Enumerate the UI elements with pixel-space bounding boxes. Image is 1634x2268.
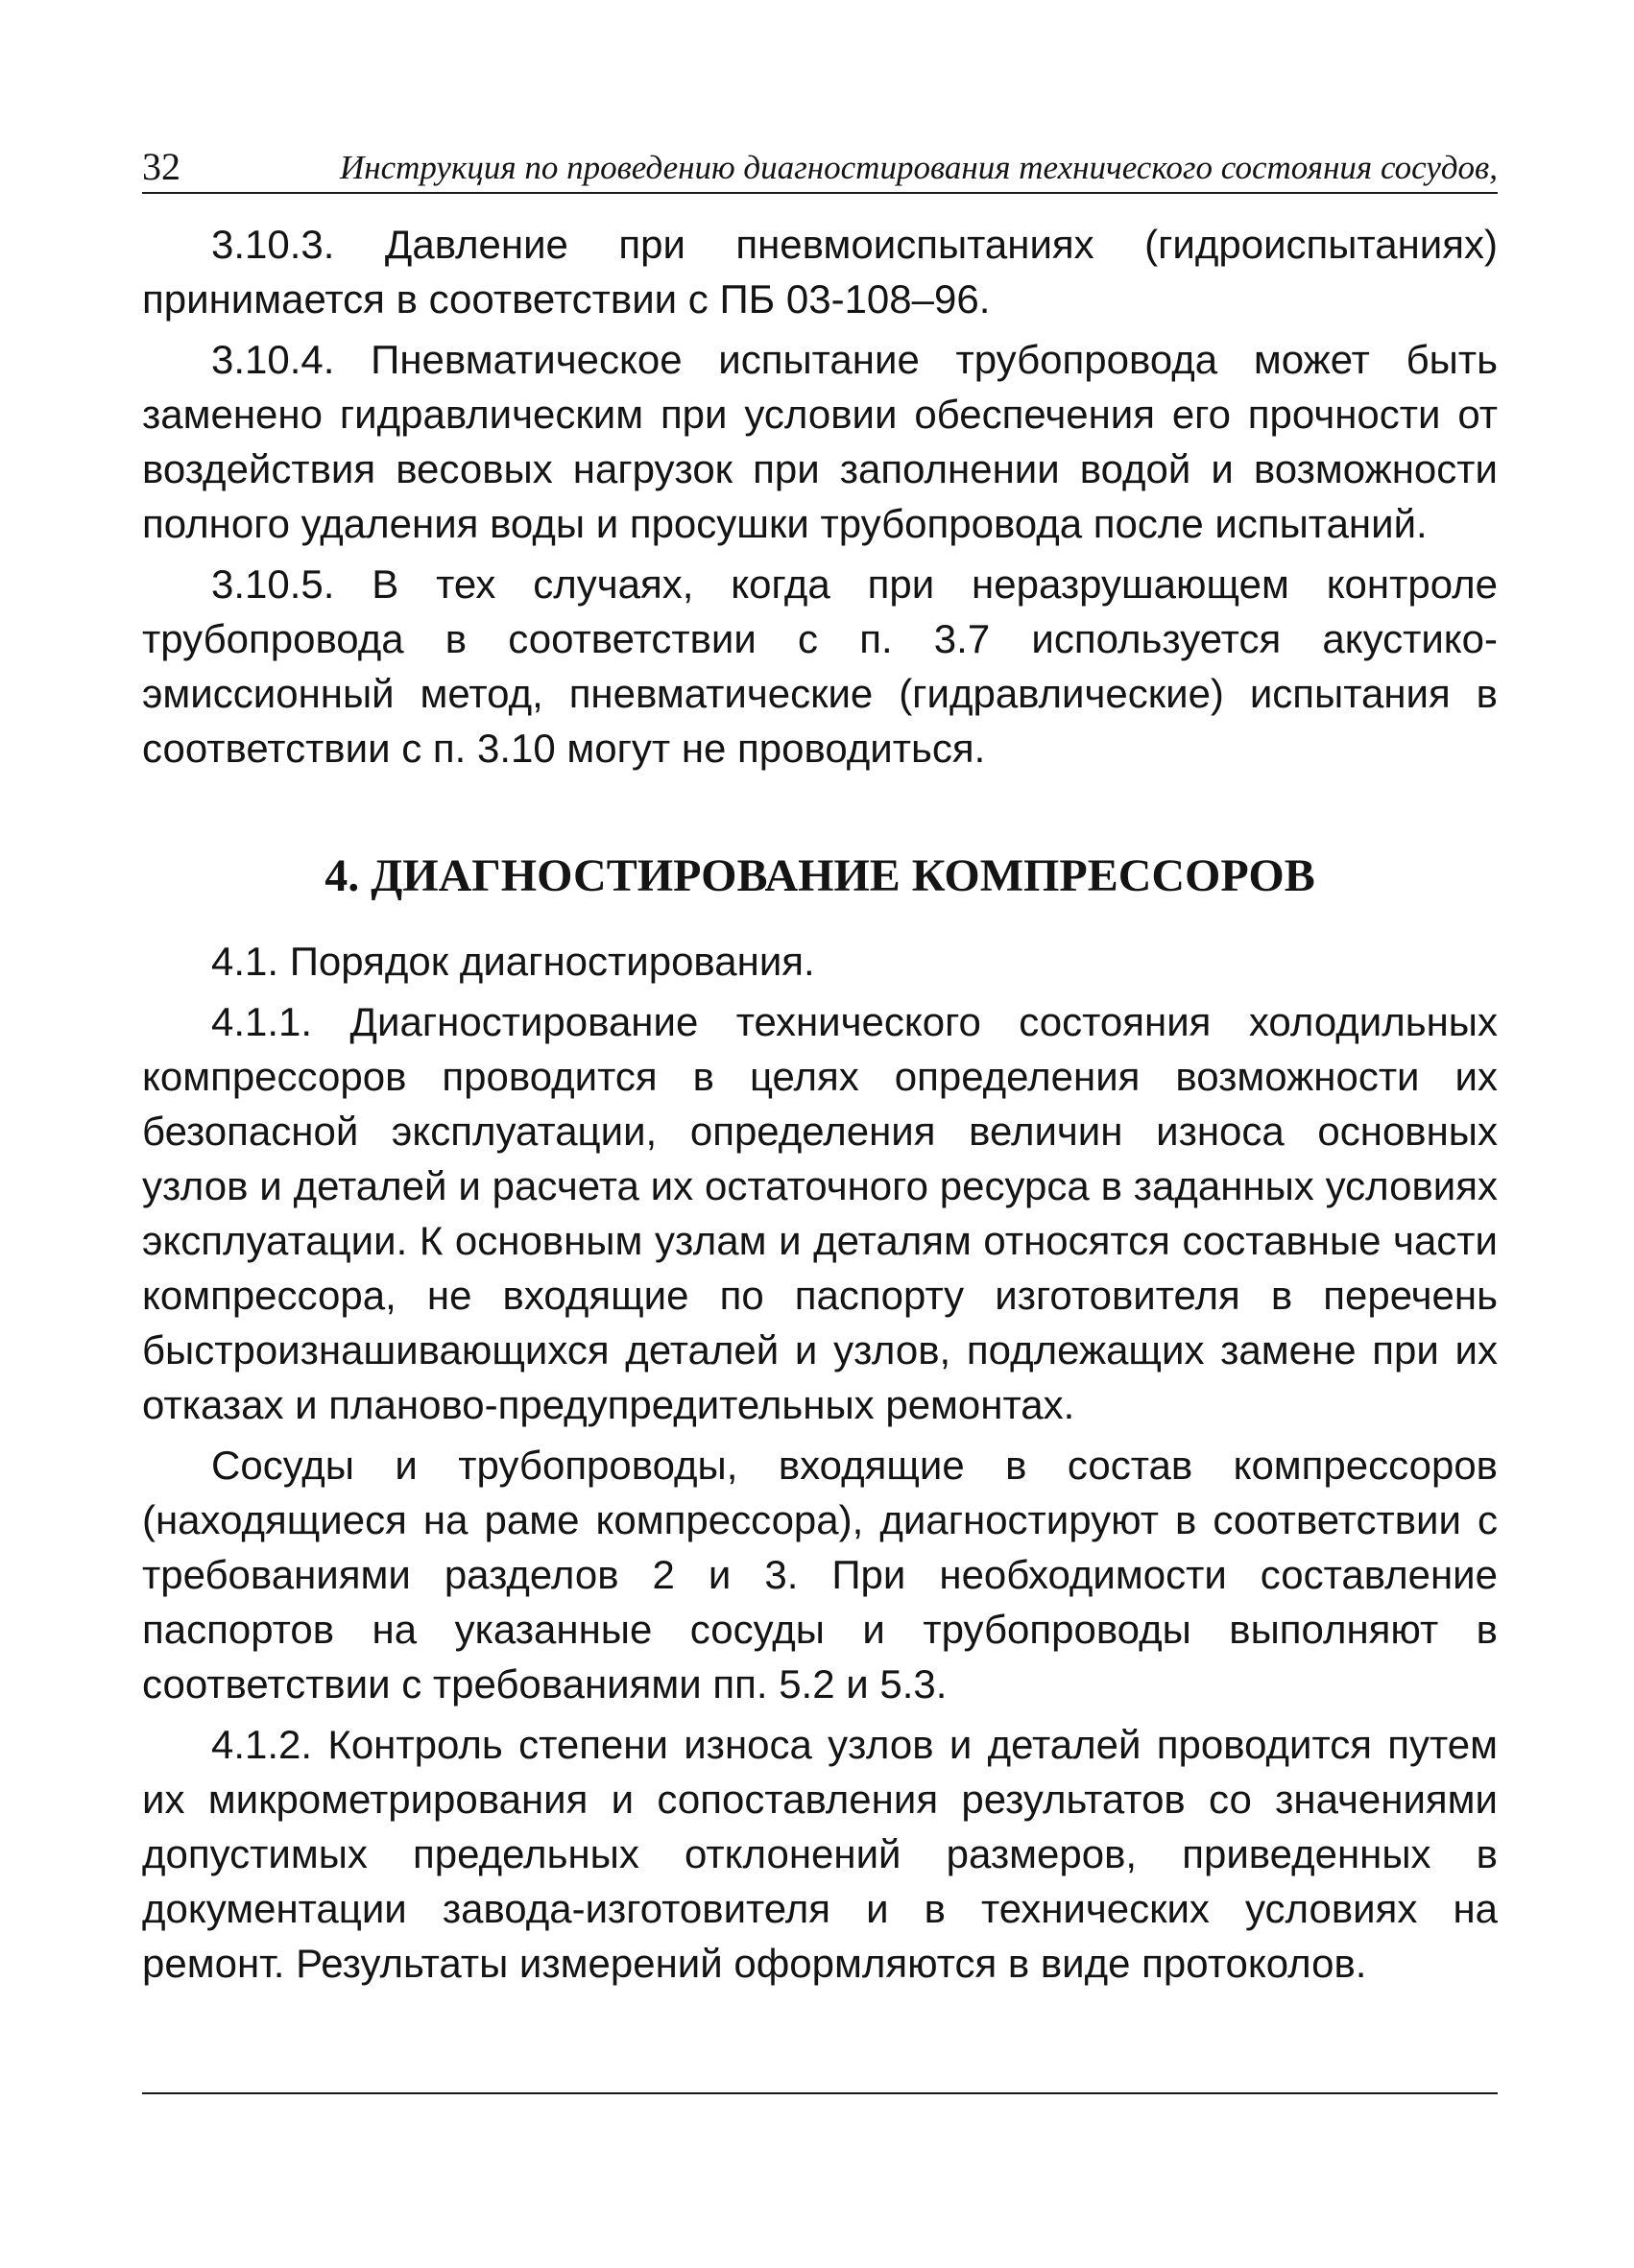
section-heading: 4. ДИАГНОСТИРОВАНИЕ КОМПРЕССОРОВ [324, 850, 1315, 901]
paragraph-3-10-4: 3.10.4. Пневматическое испытание трубопровода может быть заменено гидравлическим при условии обеспечения его прочности от воздействия весовых нагрузок при заполнении водой и возможности полного удаления воды и просушки трубопровода после испытаний. [142, 337, 1498, 546]
body-text [142, 217, 1498, 1996]
bottom-rule [142, 2092, 1498, 2094]
paragraph-vessels-and-pipelines: Сосуды и трубопроводы, входящие в состав компрессоров (находящиеся на раме компрессора), диагностируют в соответствии с требованиями разделов 2 и 3. При необходимости составление паспортов на указанные сосуды и трубопроводы выполняют в соответствии с требованиями пп. 5.2 и 5.3. [142, 1443, 1498, 1707]
running-title: Инструкция по проведению диагностирования технического состояния сосудов, [339, 149, 1498, 186]
paragraph-4-1-1: 4.1.1. Диагностирование технического состояния холодильных компрессоров проводится в целях определения возможности их безопасной эксплуатации, определения величин износа основных узлов и деталей и расчета их остаточного ресурса в заданных условиях эксплуатации. К основным узлам и деталям относятся составные части компрессора, не входящие по паспорту изготовителя в перечень быстроизнашивающихся деталей и узлов, подлежащих замене при их отказах и планово-предупредительных ремонтах. [142, 999, 1498, 1427]
paragraph-4-1-2: 4.1.2. Контроль степени износа узлов и деталей проводится путем их микрометрирования и сопоставления результатов со значениями допустимых предельных отклонений размеров, приведенных в документации завода-изготовителя и в технических условиях на ремонт. Результаты измерений оформляются в виде протоколов. [142, 1722, 1498, 1986]
paragraph-3-10-3: 3.10.3. Давление при пневмоиспытаниях (гидроиспытаниях) принимается в соответствии с ПБ 03-108–96. [142, 222, 1498, 322]
paragraph-3-10-5: 3.10.5. В тех случаях, когда при неразрушающем контроле трубопровода в соответствии с п. 3.7 используется акустико-эмиссионный метод, пневматические (гидравлические) испытания в соответствии с п. 3.10 могут не проводиться. [142, 561, 1498, 771]
running-header [142, 142, 1498, 194]
page-number: 32 [142, 145, 180, 188]
paragraph-4-1: 4.1. Порядок диагностирования. [211, 939, 815, 984]
